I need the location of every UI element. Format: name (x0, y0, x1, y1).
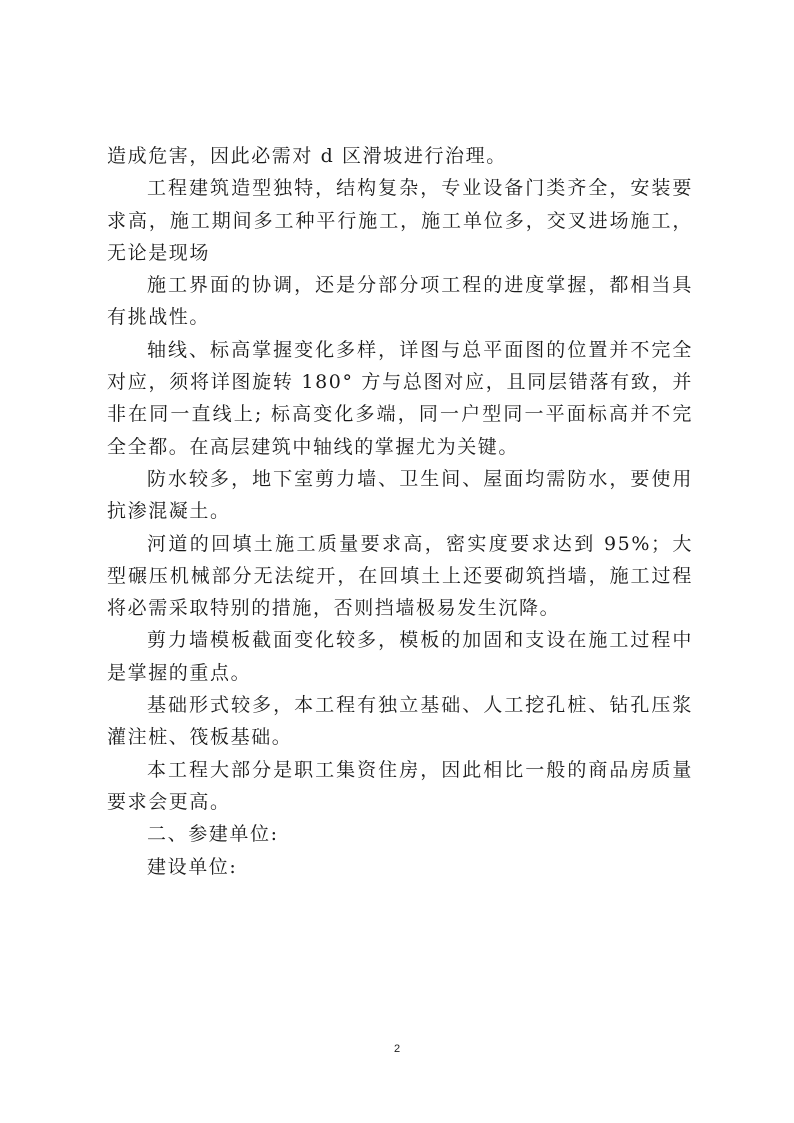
paragraph-building-complexity: 工程建筑造型独特，结构复杂，专业设备门类齐全，安装要求高，施工期间多工种平行施工，施工单位多，交叉进场施工，无论是现场 (107, 177, 693, 264)
paragraph-site-coordination: 施工界面的协调，还是分部分项工程的进度掌握，都相当具有挑战性。 (107, 274, 693, 329)
paragraph-shear-wall-formwork: 剪力墙模板截面变化较多，模板的加固和支设在施工过程中是掌握的重点。 (107, 629, 693, 684)
paragraph-quality-requirement: 本工程大部分是职工集资住房，因此相比一般的商品房质量要求会更高。 (107, 758, 693, 813)
body-text (107, 140, 693, 883)
paragraph-foundation-types: 基础形式较多，本工程有独立基础、人工挖孔桩、钻孔压浆灌注桩、筏板基础。 (107, 694, 693, 749)
section-heading-participants: 二、参建单位: (147, 823, 279, 846)
paragraph-continuation: 造成危害，因此必需对 d 区滑坡进行治理。 (107, 145, 507, 167)
label-construction-unit: 建设单位: (147, 855, 238, 878)
page-number: 2 (393, 1043, 401, 1055)
paragraph-axis-elevation: 轴线、标高掌握变化多样，详图与总平面图的位置并不完全对应，须将详图旋转 180° 方与总图对应，且同层错落有致，并非在同一直线上; 标高变化多端，同一户型同一平面标高并不完全全都。在高层建筑中轴线的掌握尤为关键。 (107, 338, 693, 458)
paragraph-waterproofing: 防水较多，地下室剪力墙、卫生间、屋面均需防水，要使用抗渗混凝土。 (107, 467, 693, 523)
paragraph-backfill: 河道的回填土施工质量要求高，密实度要求达到 95%；大型碾压机械部分无法绽开，在回填土上还要砌筑挡墙，施工过程将必需采取特别的措施，否则挡墙极易发生沉降。 (107, 532, 693, 620)
